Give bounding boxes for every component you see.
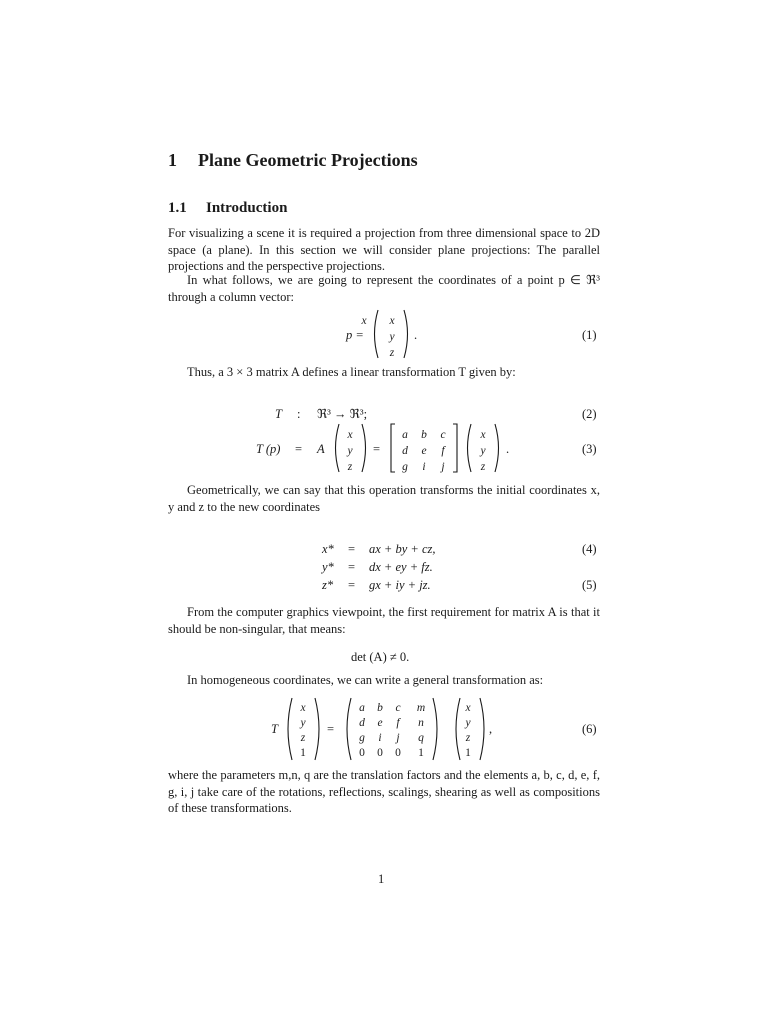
- eq3-m-j: j: [441, 461, 445, 473]
- eq6-vec2-y: y: [465, 717, 471, 729]
- eq3-vec2-left-paren: [463, 423, 473, 473]
- eq1-number: (1): [582, 328, 597, 342]
- eq6-m-0c: 0: [395, 747, 401, 759]
- eq3-number: (3): [582, 442, 597, 456]
- eq6-m-m: m: [416, 702, 426, 714]
- eq3-vec2-y: y: [480, 445, 486, 457]
- homogeneous-paragraph: In homogeneous coordinates, we can write a general transformation as:: [187, 673, 544, 687]
- matrix-paragraph: Thus, a 3 × 3 matrix A defines a linear transformation T given by:: [187, 365, 516, 379]
- eq3-equals: =: [373, 442, 381, 456]
- eq3-A: A: [317, 442, 325, 456]
- eq3-m-e: e: [421, 445, 427, 457]
- eq3-m-b: b: [421, 429, 427, 441]
- eq6-m-e: e: [377, 717, 383, 729]
- eq3-vec2-z: z: [480, 461, 486, 473]
- eq6-matrix-left-paren: [343, 697, 353, 761]
- eq6-trail: ,: [489, 722, 493, 736]
- eq3-lhs: T (p): [256, 442, 281, 456]
- eq3-matrix-left-bracket: [389, 423, 397, 473]
- eq6-m-g: g: [359, 732, 365, 744]
- eq6-m-n: n: [418, 717, 424, 729]
- eq6-vec2-1: 1: [465, 747, 471, 759]
- eq6-m-a: a: [359, 702, 365, 714]
- eq3-m-f: f: [441, 445, 445, 457]
- graphics-paragraph: From the computer graphics viewpoint, the first requirement for matrix A is that it should be non-singular, that means:: [168, 605, 600, 636]
- eq1-lhs: p =: [346, 328, 364, 342]
- eq1-trail: .: [414, 328, 418, 342]
- eq3-m-a: a: [402, 429, 408, 441]
- eq4-line2-rel: =: [348, 560, 356, 574]
- eq3-vec-x: x: [347, 429, 353, 441]
- eq6-vec-y: y: [300, 717, 306, 729]
- eq6-m-0a: 0: [359, 747, 365, 759]
- eq6-vec-right-paren: [313, 697, 323, 761]
- eq3-vec2-x: x: [480, 429, 486, 441]
- eq6-number: (6): [582, 722, 597, 736]
- eq3-vec-z: z: [347, 461, 353, 473]
- eq6-m-b: b: [377, 702, 383, 714]
- eq3-m-c: c: [440, 429, 446, 441]
- eq6-vec2-z: z: [465, 732, 471, 744]
- eq3-m-i: i: [422, 461, 426, 473]
- eq3-m-d: d: [402, 445, 408, 457]
- eq6-m-i: i: [378, 732, 382, 744]
- eq6-T: T: [271, 722, 278, 736]
- eq4-line3-rel: =: [348, 578, 356, 592]
- eq4-line1-rel: =: [348, 542, 356, 556]
- eq2-number: (2): [582, 407, 597, 421]
- eq1-vec-z: z: [389, 347, 395, 359]
- eq3-trail: .: [506, 442, 510, 456]
- subsection-number: 1.1: [168, 200, 187, 216]
- eq6-equals: =: [327, 722, 335, 736]
- eq1-right-paren: [402, 309, 412, 359]
- final-paragraph: where the parameters m,n, q are the translation factors and the elements a, b, c, d, e, f, g, i, j take care of the rotations, reflections, scalings, shearing as well as compositions of these transformations.: [168, 768, 600, 815]
- section-number: 1: [168, 150, 177, 170]
- intro-paragraph: For visualizing a scene it is required a projection from three dimensional space to 2D space (a plane). In this section we will consider plane projections: The parallel projections and the perspective projections.: [168, 226, 600, 273]
- subsection-heading: [168, 200, 287, 216]
- page-number: 1: [378, 872, 385, 886]
- eq3-rel: =: [295, 442, 303, 456]
- eq6-vec-left-paren: [284, 697, 294, 761]
- eq4-line3-rhs: gx + iy + jz.: [369, 578, 431, 592]
- det-equation: det (A) ≠ 0.: [351, 650, 410, 664]
- eq6-vec-1: 1: [300, 747, 306, 759]
- eq6-m-f: f: [396, 717, 400, 729]
- eq6-m-1: 1: [418, 747, 424, 759]
- eq5-number: (5): [582, 578, 597, 592]
- eq2-rhs: ℜ³ → ℜ³;: [317, 407, 368, 421]
- eq6-vec2-x: x: [465, 702, 471, 714]
- eq6-m-q: q: [418, 732, 424, 744]
- eq4-line2-rhs: dx + ey + fz.: [369, 560, 433, 574]
- eq2-rel: :: [297, 407, 301, 421]
- eq6-vec-x: x: [300, 702, 306, 714]
- eq4-number: (4): [582, 542, 597, 556]
- point-paragraph: In what follows, we are going to represent the coordinates of a point p ∈ ℜ³ through a column vector:: [168, 273, 600, 304]
- eq6-m-j: j: [396, 732, 400, 744]
- section-title: Plane Geometric Projections: [198, 150, 418, 170]
- eq3-vec-left-paren: [331, 423, 341, 473]
- eq6-vec-z: z: [300, 732, 306, 744]
- eq3-vec2-right-paren: [493, 423, 503, 473]
- eq6-m-d: d: [359, 717, 365, 729]
- eq2-lhs: T: [275, 407, 282, 421]
- eq1-vec-y: y: [389, 331, 395, 343]
- section-heading: [168, 152, 418, 168]
- eq4-line3-lhs: z*: [322, 578, 334, 592]
- eq6-matrix-right-paren: [431, 697, 441, 761]
- eq3-m-g: g: [402, 461, 408, 473]
- eq6-m-0b: 0: [377, 747, 383, 759]
- eq4-line2-lhs: y*: [322, 560, 334, 574]
- eq3-matrix-right-bracket: [451, 423, 459, 473]
- eq3-vec-right-paren: [360, 423, 370, 473]
- eq3-vec-y: y: [347, 445, 353, 457]
- eq4-line1-rhs: ax + by + cz,: [369, 542, 436, 556]
- subsection-title: Introduction: [206, 200, 288, 216]
- eq4-line1-lhs: x*: [322, 542, 334, 556]
- eq1-vec-x: x: [389, 315, 395, 327]
- eq6-m-c: c: [395, 702, 401, 714]
- eq6-vec2-right-paren: [478, 697, 488, 761]
- geometric-paragraph: Geometrically, we can say that this operation transforms the initial coordinates x, y and z to the new coordinates: [168, 483, 600, 514]
- eq1-vec-x: x: [361, 315, 367, 327]
